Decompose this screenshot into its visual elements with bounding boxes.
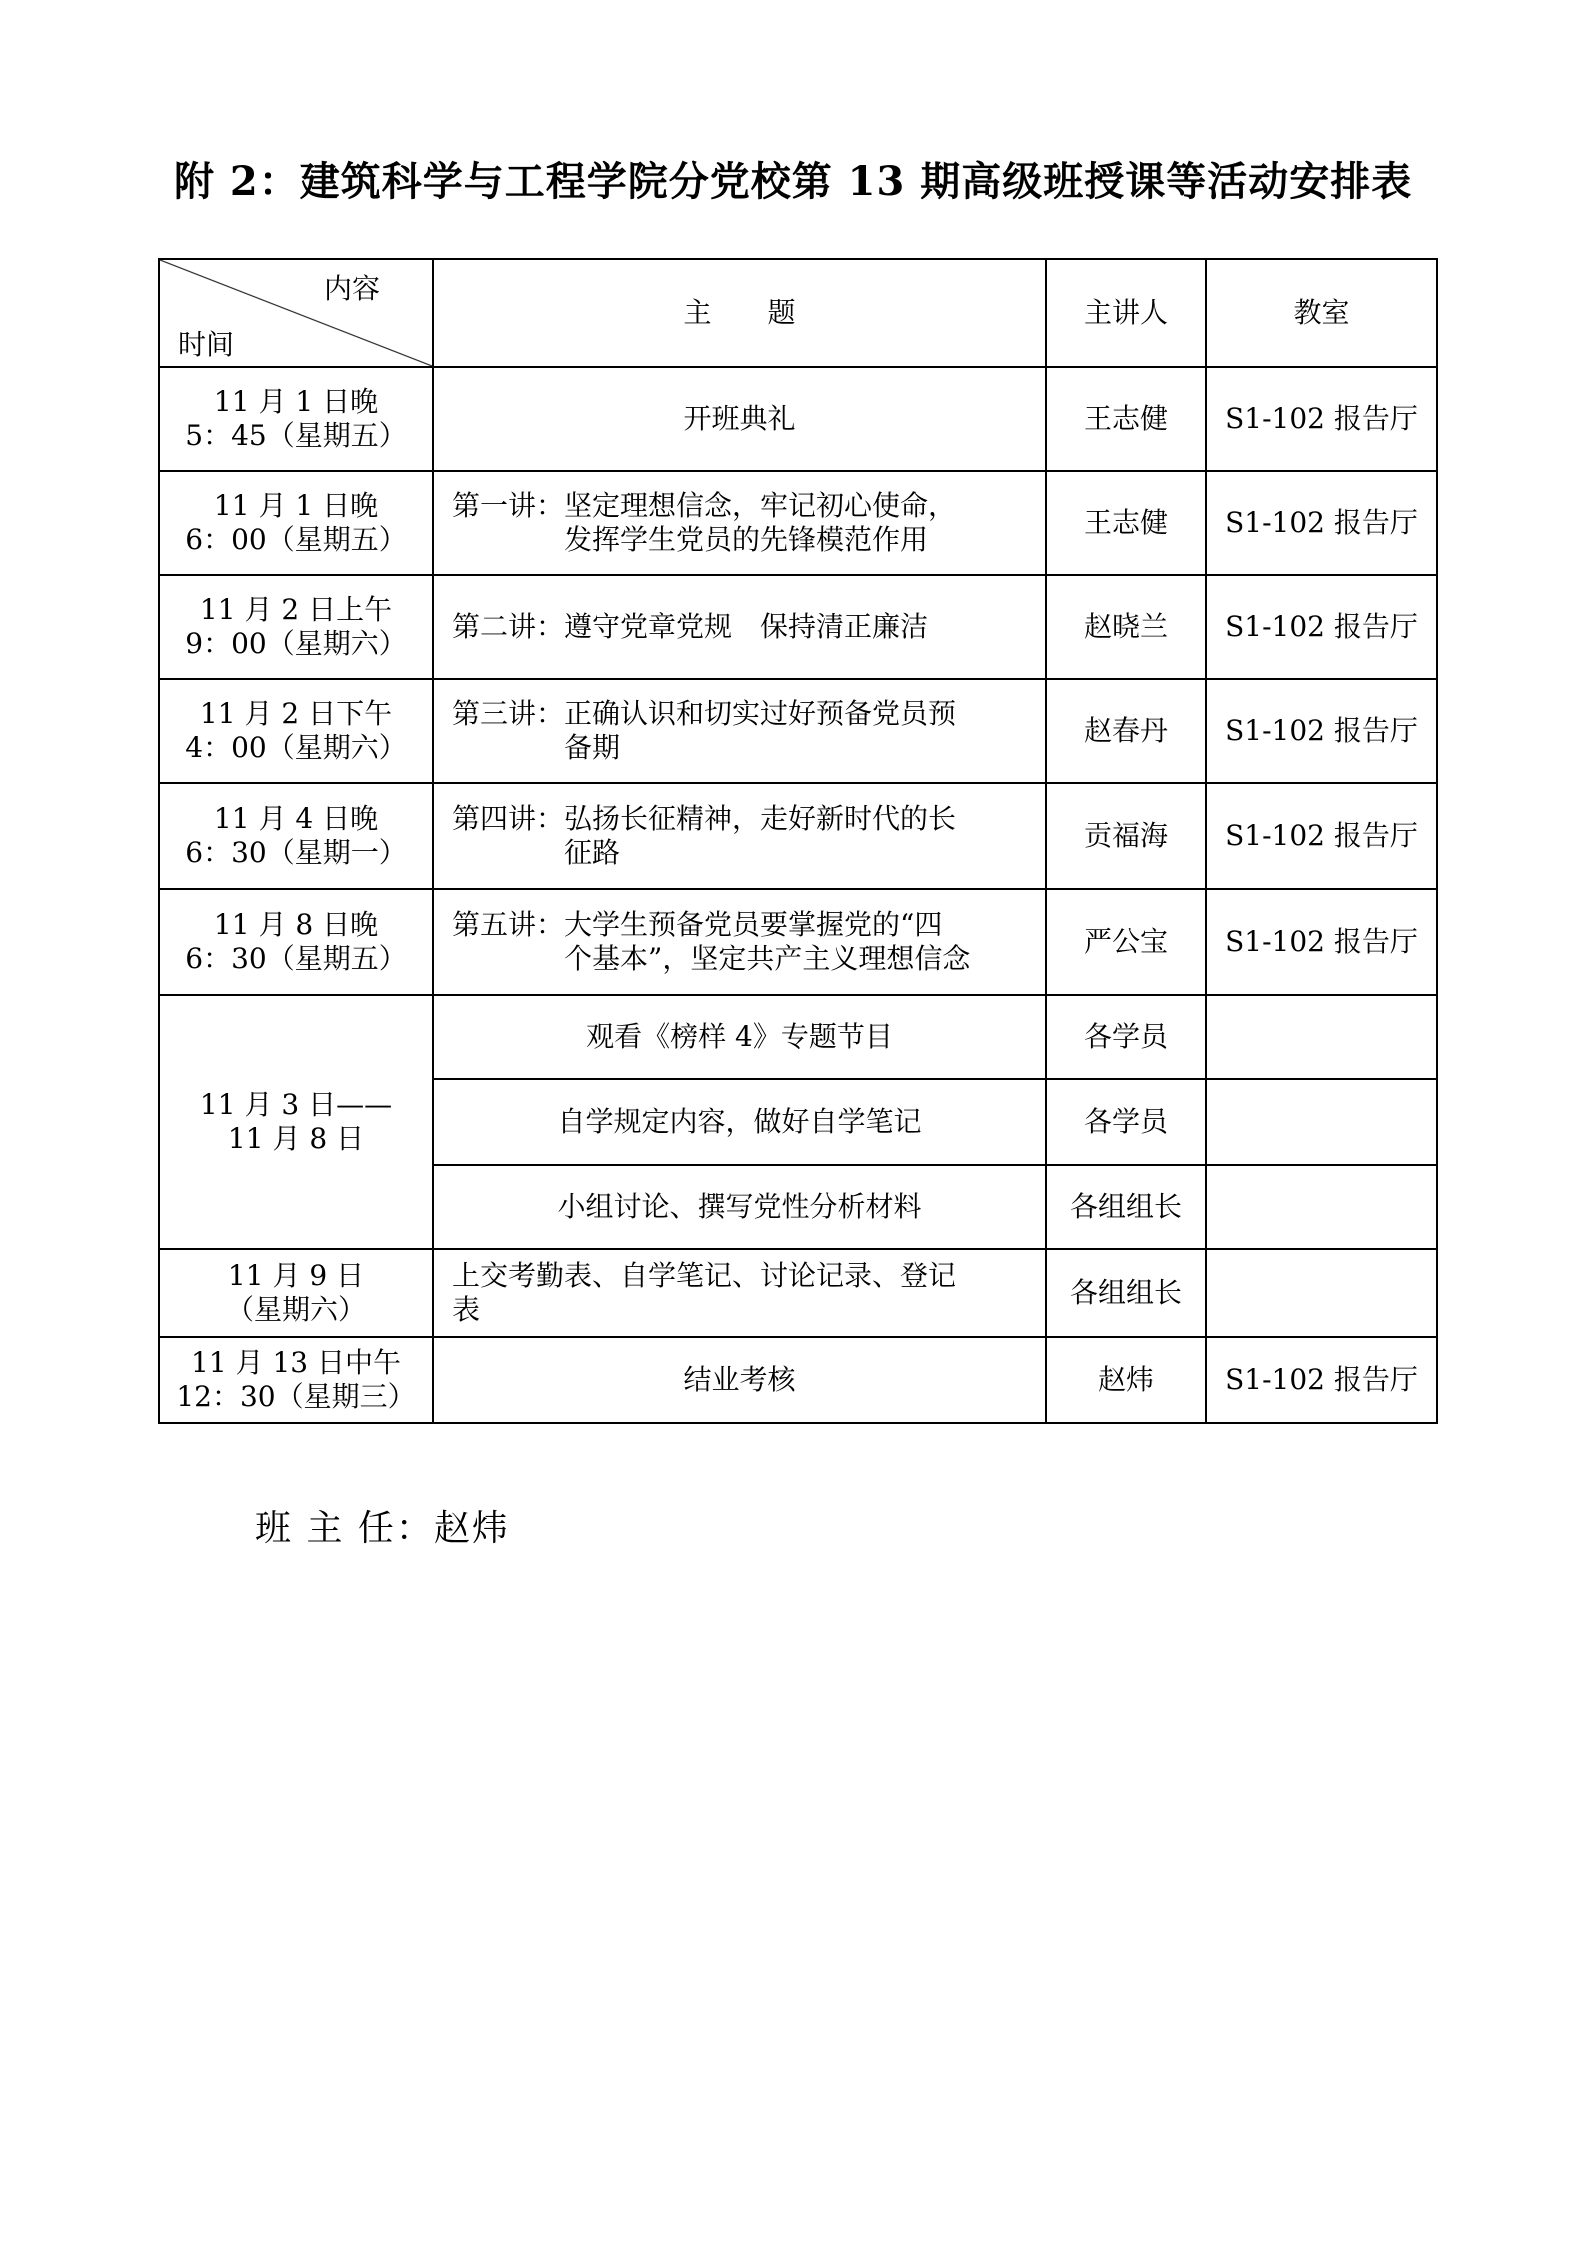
header-room: 教室 (1206, 259, 1437, 367)
time-line: 5：45（星期五） (185, 419, 407, 452)
time-line: 6：00（星期五） (185, 523, 407, 556)
table-row (159, 889, 1437, 995)
time-line: 6：30（星期五） (185, 942, 407, 975)
table-row (159, 783, 1437, 889)
room-cell (1206, 1079, 1437, 1165)
lecture-label: 第五讲： (452, 908, 565, 941)
topic-line: 正确认识和切实过好预备党员预 (564, 697, 957, 730)
topic-line: 征路 (564, 836, 621, 869)
topic-cell: 自学规定内容，做好自学笔记 (433, 1079, 1046, 1165)
speaker-cell: 贡福海 (1046, 783, 1206, 889)
time-line: （星期六） (225, 1293, 366, 1326)
topic-line: 发挥学生党员的先锋模范作用 (564, 523, 929, 556)
topic-line: 弘扬长征精神，走好新时代的长 (564, 802, 957, 835)
speaker-cell: 严公宝 (1046, 889, 1206, 995)
time-cell (159, 1337, 433, 1423)
room-cell: S1-102 报告厅 (1206, 1337, 1437, 1423)
time-cell (159, 1249, 433, 1337)
topic-line: 个基本”，坚定共产主义理想信念 (564, 942, 971, 975)
time-cell (159, 995, 433, 1249)
time-line: 11 月 2 日下午 (199, 697, 393, 730)
header-content-label: 内容 (323, 272, 380, 305)
speaker-cell: 各学员 (1046, 995, 1206, 1079)
time-cell (159, 367, 433, 471)
room-cell (1206, 1165, 1437, 1249)
table-row (159, 575, 1437, 679)
header-speaker: 主讲人 (1046, 259, 1206, 367)
topic-cell (433, 471, 1046, 575)
time-cell (159, 783, 433, 889)
table-row (159, 1249, 1437, 1337)
room-cell (1206, 1249, 1437, 1337)
time-line: 11 月 8 日晚 (213, 908, 379, 941)
header-topic: 主 题 (433, 259, 1046, 367)
room-cell: S1-102 报告厅 (1206, 575, 1437, 679)
room-cell: S1-102 报告厅 (1206, 889, 1437, 995)
table-header-row (159, 259, 1437, 367)
time-cell (159, 471, 433, 575)
room-cell: S1-102 报告厅 (1206, 783, 1437, 889)
table-row (159, 471, 1437, 575)
speaker-cell: 王志健 (1046, 471, 1206, 575)
time-cell (159, 889, 433, 995)
time-line: 12：30（星期三） (176, 1380, 416, 1413)
table-row (159, 367, 1437, 471)
speaker-cell: 各学员 (1046, 1079, 1206, 1165)
class-teacher: 班 主 任：赵炜 (255, 1508, 510, 1549)
time-line: 11 月 2 日上午 (199, 593, 393, 626)
time-line: 11 月 4 日晚 (213, 802, 379, 835)
topic-line: 坚定理想信念，牢记初心使命， (564, 489, 957, 522)
speaker-cell: 赵晓兰 (1046, 575, 1206, 679)
time-line: 11 月 8 日 (227, 1122, 365, 1155)
topic-line: 上交考勤表、自学笔记、讨论记录、登记 (452, 1259, 957, 1292)
header-time-label: 时间 (178, 328, 235, 361)
table-row (159, 995, 1437, 1079)
speaker-cell: 赵春丹 (1046, 679, 1206, 783)
table-row (159, 1337, 1437, 1423)
time-cell (159, 679, 433, 783)
time-cell (159, 575, 433, 679)
topic-cell: 结业考核 (433, 1337, 1046, 1423)
topic-cell (433, 783, 1046, 889)
topic-cell (433, 575, 1046, 679)
lecture-label: 第三讲： (452, 697, 565, 730)
topic-line: 大学生预备党员要掌握党的“四 (564, 908, 943, 941)
speaker-cell: 赵炜 (1046, 1337, 1206, 1423)
room-cell: S1-102 报告厅 (1206, 367, 1437, 471)
topic-cell: 开班典礼 (433, 367, 1046, 471)
topic-line: 表 (452, 1293, 481, 1326)
speaker-cell: 各组组长 (1046, 1165, 1206, 1249)
page-title: 附 2：建筑科学与工程学院分党校第 13 期高级班授课等活动安排表 (174, 158, 1413, 205)
time-line: 4：00（星期六） (185, 731, 407, 764)
topic-line: 遵守党章党规 保持清正廉洁 (564, 610, 929, 643)
topic-cell: 小组讨论、撰写党性分析材料 (433, 1165, 1046, 1249)
diagonal-header-cell (159, 259, 433, 367)
room-cell: S1-102 报告厅 (1206, 679, 1437, 783)
time-line: 6：30（星期一） (185, 836, 407, 869)
lecture-label: 第四讲： (452, 802, 565, 835)
time-line: 11 月 1 日晚 (213, 385, 379, 418)
time-line: 11 月 13 日中午 (191, 1346, 401, 1379)
time-line: 11 月 1 日晚 (213, 489, 379, 522)
table-row (159, 679, 1437, 783)
topic-line: 备期 (564, 731, 621, 764)
speaker-cell: 各组组长 (1046, 1249, 1206, 1337)
lecture-label: 第一讲： (452, 489, 565, 522)
topic-cell (433, 889, 1046, 995)
schedule-table (158, 258, 1438, 1424)
time-line: 11 月 9 日 (227, 1259, 365, 1292)
lecture-label: 第二讲： (452, 610, 565, 643)
room-cell: S1-102 报告厅 (1206, 471, 1437, 575)
topic-cell (433, 1249, 1046, 1337)
time-line: 9：00（星期六） (185, 627, 407, 660)
speaker-cell: 王志健 (1046, 367, 1206, 471)
topic-cell: 观看《榜样 4》专题节目 (433, 995, 1046, 1079)
time-line: 11 月 3 日—— (199, 1088, 393, 1121)
room-cell (1206, 995, 1437, 1079)
topic-cell (433, 679, 1046, 783)
